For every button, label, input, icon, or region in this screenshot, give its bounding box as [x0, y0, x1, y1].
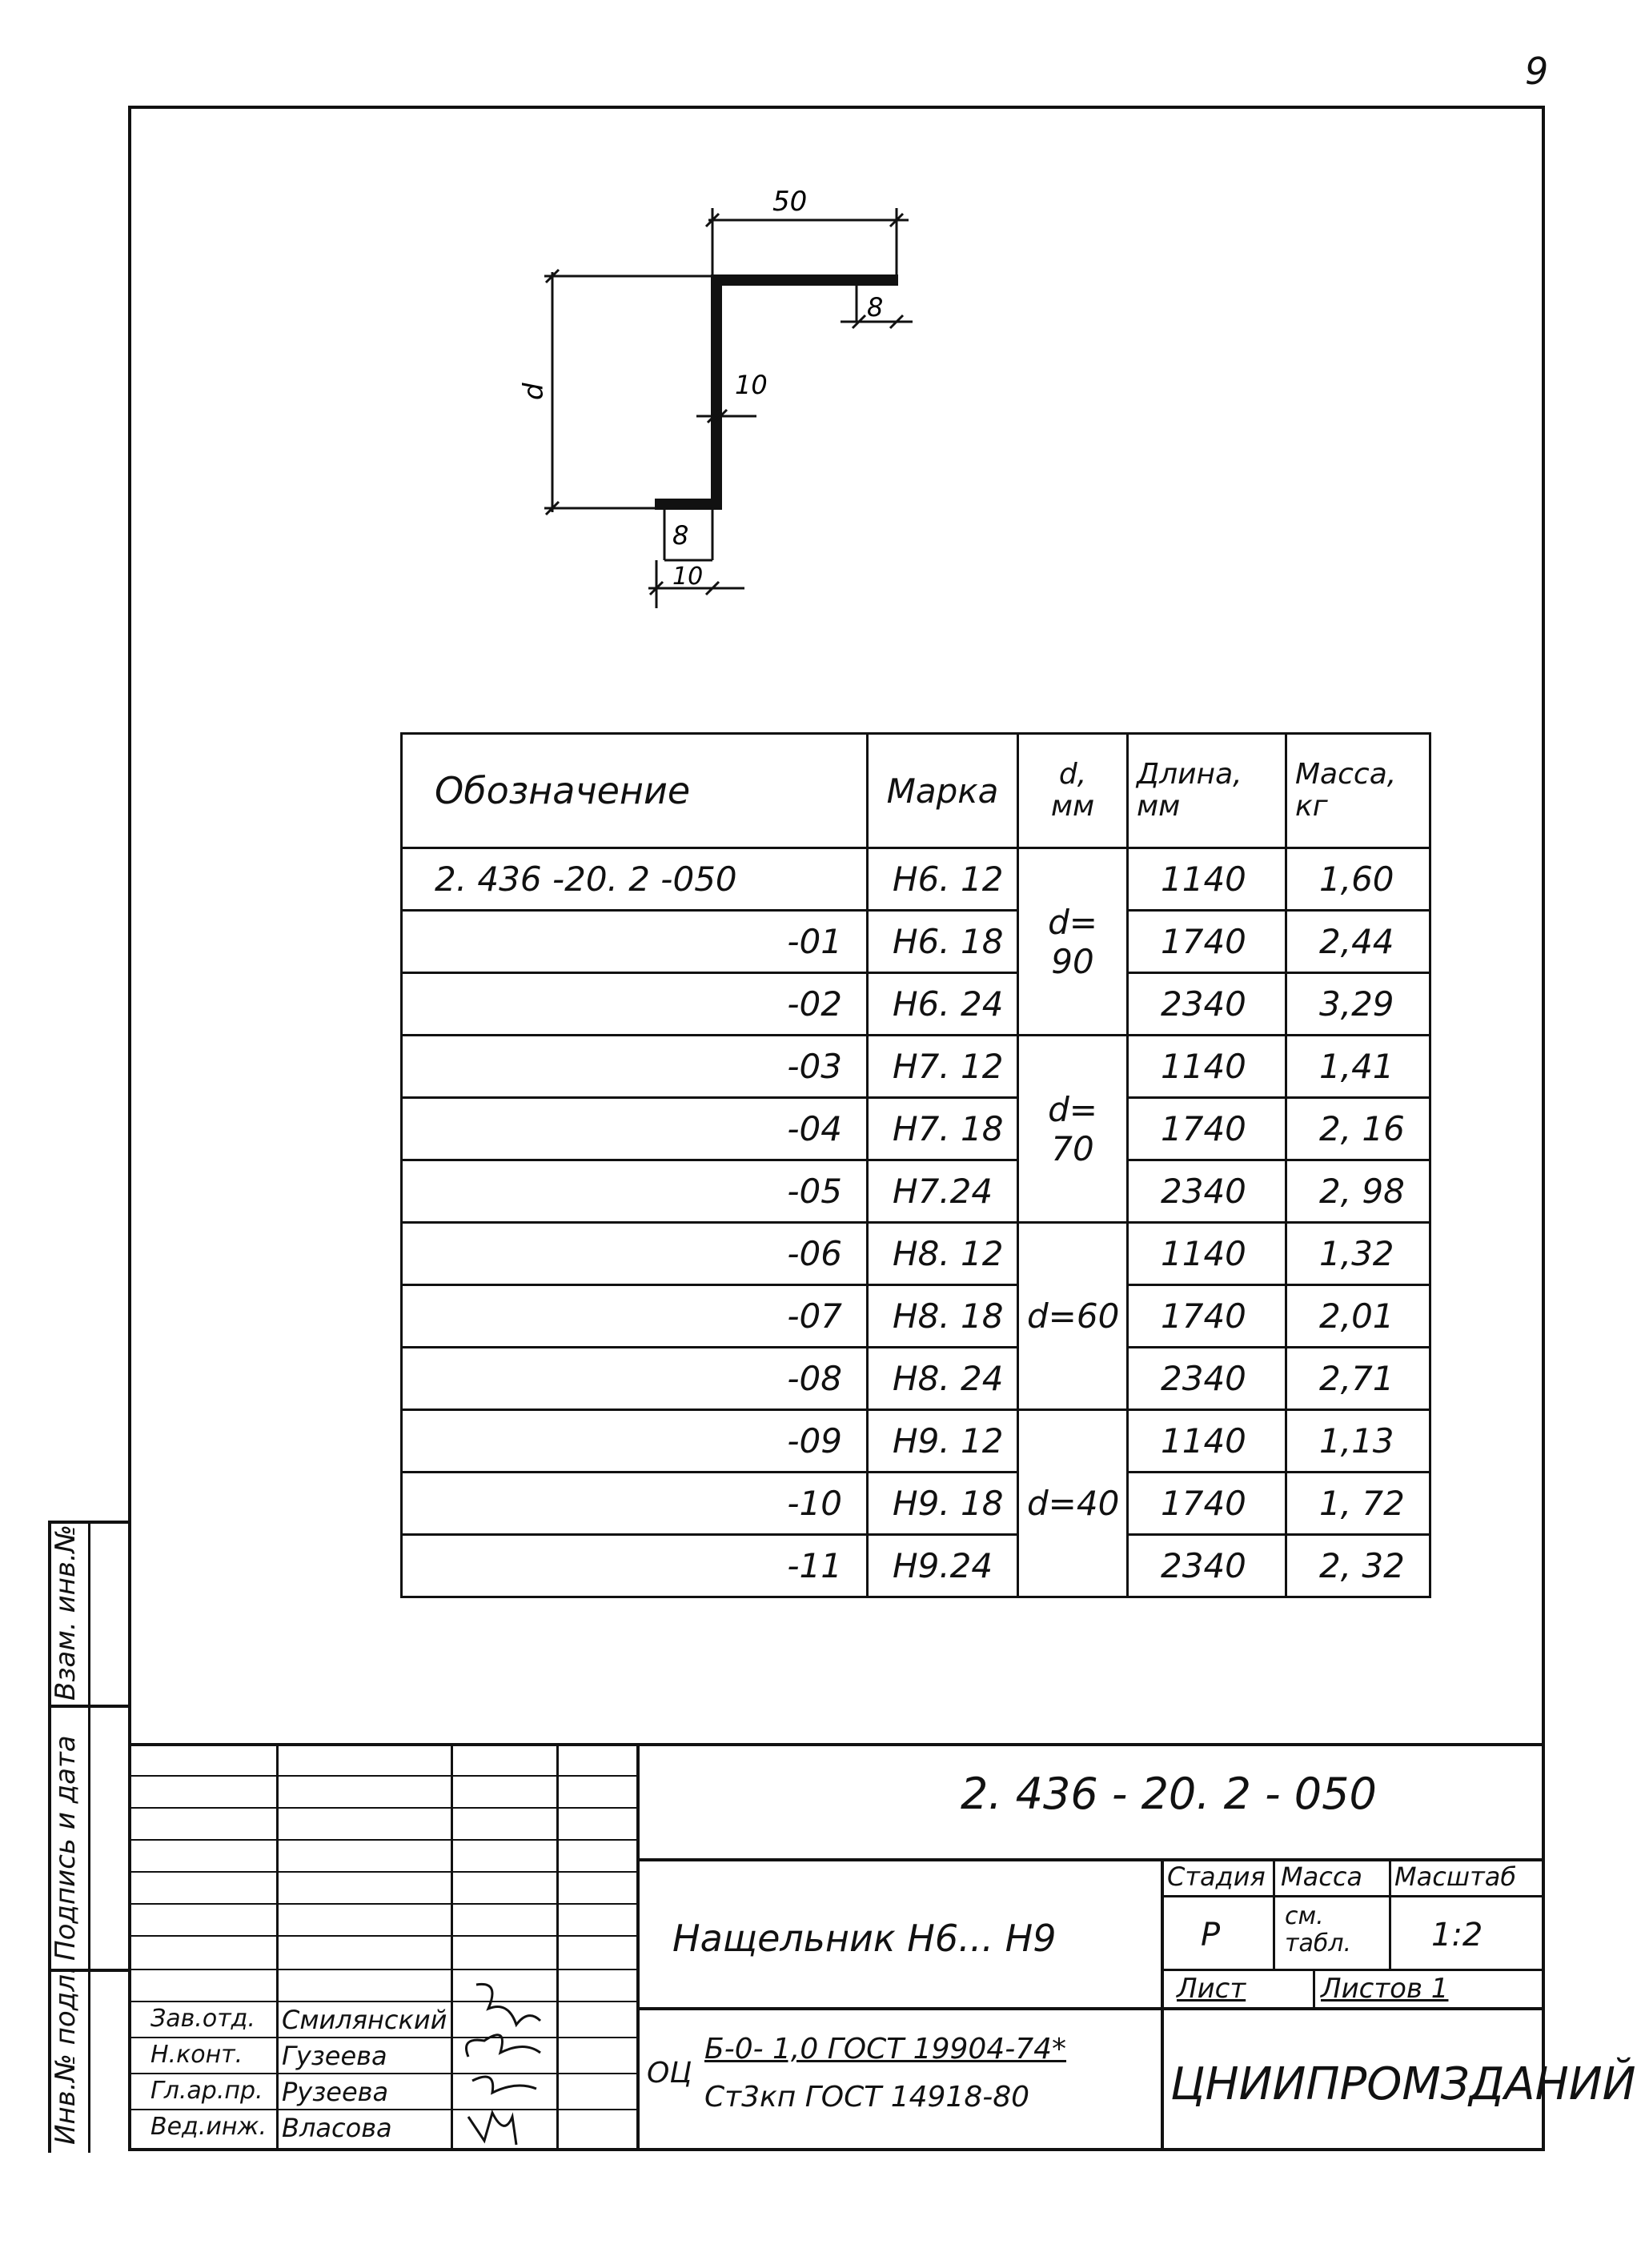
cell-designation: -04 — [402, 1098, 868, 1160]
signature-1 — [476, 1984, 540, 2025]
cell-designation: -09 — [402, 1410, 868, 1473]
cell-mass: 2,01 — [1286, 1285, 1430, 1348]
table-row — [402, 1036, 1430, 1098]
cell-designation: 2. 436 -20. 2 -050 — [402, 848, 868, 911]
role-label: Вед.инж. — [150, 2113, 267, 2141]
dim-base-label: 10 — [672, 563, 704, 591]
mass-label: Масса — [1281, 1861, 1363, 1892]
table-row — [402, 1473, 1430, 1535]
cell-mark: Н8. 12 — [868, 1223, 1018, 1285]
person-name: Смилянский — [282, 2005, 447, 2035]
table-row — [402, 1285, 1430, 1348]
cell-mark: Н9. 12 — [868, 1410, 1018, 1473]
cell-d: d=60 — [1018, 1223, 1128, 1410]
cell-length: 1140 — [1128, 848, 1286, 911]
cell-length: 2340 — [1128, 973, 1286, 1036]
dim-lip-top-label: 8 — [867, 292, 884, 323]
cell-mass: 1,41 — [1286, 1036, 1430, 1098]
cell-mark: Н8. 24 — [868, 1348, 1018, 1410]
cell-mark: Н8. 18 — [868, 1285, 1018, 1348]
cell-mass: 2, 98 — [1286, 1160, 1430, 1223]
cell-mass: 2,71 — [1286, 1348, 1430, 1410]
cell-d: d= 90 — [1018, 848, 1128, 1036]
cell-designation: -02 — [402, 973, 868, 1036]
cell-mass: 2, 32 — [1286, 1535, 1430, 1597]
page-number: 9 — [1525, 50, 1549, 93]
table-row — [402, 1160, 1430, 1223]
header-d: d, мм — [1018, 734, 1128, 848]
material-bottom: Ст3кп ГОСТ 14918-80 — [704, 2081, 1030, 2114]
cell-length: 2340 — [1128, 1535, 1286, 1597]
cell-designation: -08 — [402, 1348, 868, 1410]
cell-mark: Н9. 18 — [868, 1473, 1018, 1535]
dim-lip-bottom-label: 8 — [672, 520, 689, 551]
dim-width-label: 50 — [772, 186, 808, 218]
stamp-sign-date: Подпись и дата — [50, 1735, 82, 1961]
cell-length: 1740 — [1128, 1473, 1286, 1535]
header-designation: Обозначение — [402, 734, 868, 848]
profile-drawing — [512, 184, 961, 632]
stage-label: Стадия — [1167, 1861, 1266, 1892]
cell-designation: -11 — [402, 1535, 868, 1597]
scale-label: Масштаб — [1394, 1861, 1517, 1892]
specification-table — [400, 732, 1431, 1598]
role-label: Зав.отд. — [150, 2005, 255, 2033]
cell-designation: -10 — [402, 1473, 868, 1535]
cell-designation: -07 — [402, 1285, 868, 1348]
cell-mark: Н7. 18 — [868, 1098, 1018, 1160]
cell-mass: 1, 72 — [1286, 1473, 1430, 1535]
table-row — [402, 848, 1430, 911]
cell-mass: 1,60 — [1286, 848, 1430, 911]
person-name: Гузеева — [282, 2041, 387, 2071]
cell-d: d=40 — [1018, 1410, 1128, 1597]
header-mass: Масса, кг — [1286, 734, 1430, 848]
cell-designation: -01 — [402, 911, 868, 973]
cell-mark: Н7.24 — [868, 1160, 1018, 1223]
mass-value: см. табл. — [1285, 1902, 1352, 1957]
cell-length: 1740 — [1128, 1285, 1286, 1348]
table-row — [402, 911, 1430, 973]
organization: ЦНИИПРОМЗДАНИЙ — [1170, 2058, 1636, 2110]
stamp-inv-no-repl: Взам. инв.№ — [50, 1524, 82, 1701]
cell-length: 1140 — [1128, 1223, 1286, 1285]
material-top: Б-0- 1,0 ГОСТ 19904-74* — [704, 2033, 1067, 2066]
sheets-label: Листов 1 — [1321, 1973, 1449, 2005]
document-name: Нащельник Н6... Н9 — [672, 1917, 1057, 1960]
sheet-label: Лист — [1177, 1973, 1246, 2005]
cell-mass: 2, 16 — [1286, 1098, 1430, 1160]
cell-length: 1740 — [1128, 911, 1286, 973]
signatures — [452, 1977, 556, 2153]
stamp-inner-line — [88, 1521, 90, 2153]
cell-mass: 1,13 — [1286, 1410, 1430, 1473]
cell-designation: -05 — [402, 1160, 868, 1223]
role-label: Гл.ар.пр. — [150, 2077, 263, 2105]
table-row — [402, 1098, 1430, 1160]
cell-mark: Н6. 18 — [868, 911, 1018, 973]
cell-length: 1140 — [1128, 1036, 1286, 1098]
table-row — [402, 1223, 1430, 1285]
cell-mark: Н6. 12 — [868, 848, 1018, 911]
table-row — [402, 973, 1430, 1036]
cell-mark: Н7. 12 — [868, 1036, 1018, 1098]
header-mark: Марка — [868, 734, 1018, 848]
dim-height-label: d — [518, 383, 550, 400]
table-row — [402, 1348, 1430, 1410]
header-length: Длина, мм — [1128, 734, 1286, 848]
role-label: Н.конт. — [150, 2041, 243, 2069]
cell-mark: Н9.24 — [868, 1535, 1018, 1597]
cell-mass: 2,44 — [1286, 911, 1430, 973]
stage-value: Р — [1201, 1917, 1221, 1953]
table-row — [402, 1535, 1430, 1597]
doc-number: 2. 436 - 20. 2 - 050 — [961, 1769, 1377, 1819]
cell-length: 2340 — [1128, 1348, 1286, 1410]
scale-value: 1:2 — [1431, 1917, 1483, 1953]
material-prefix: ОЦ — [647, 2057, 692, 2090]
cell-designation: -06 — [402, 1223, 868, 1285]
cell-mass: 1,32 — [1286, 1223, 1430, 1285]
stamp-inv-no-orig: Инв.№ подл. — [50, 1965, 82, 2145]
person-name: Рузеева — [282, 2077, 389, 2107]
cell-d: d= 70 — [1018, 1036, 1128, 1223]
signature-3 — [472, 2077, 536, 2093]
person-name: Власова — [282, 2113, 392, 2143]
cell-designation: -03 — [402, 1036, 868, 1098]
table-header-row — [402, 734, 1430, 848]
table-row — [402, 1410, 1430, 1473]
dim-thickness-label: 10 — [735, 370, 768, 400]
cell-length: 2340 — [1128, 1160, 1286, 1223]
cell-mark: Н6. 24 — [868, 973, 1018, 1036]
signature-4 — [468, 2113, 516, 2145]
cell-mass: 3,29 — [1286, 973, 1430, 1036]
cell-length: 1740 — [1128, 1098, 1286, 1160]
signature-2 — [467, 2035, 541, 2057]
cell-length: 1140 — [1128, 1410, 1286, 1473]
